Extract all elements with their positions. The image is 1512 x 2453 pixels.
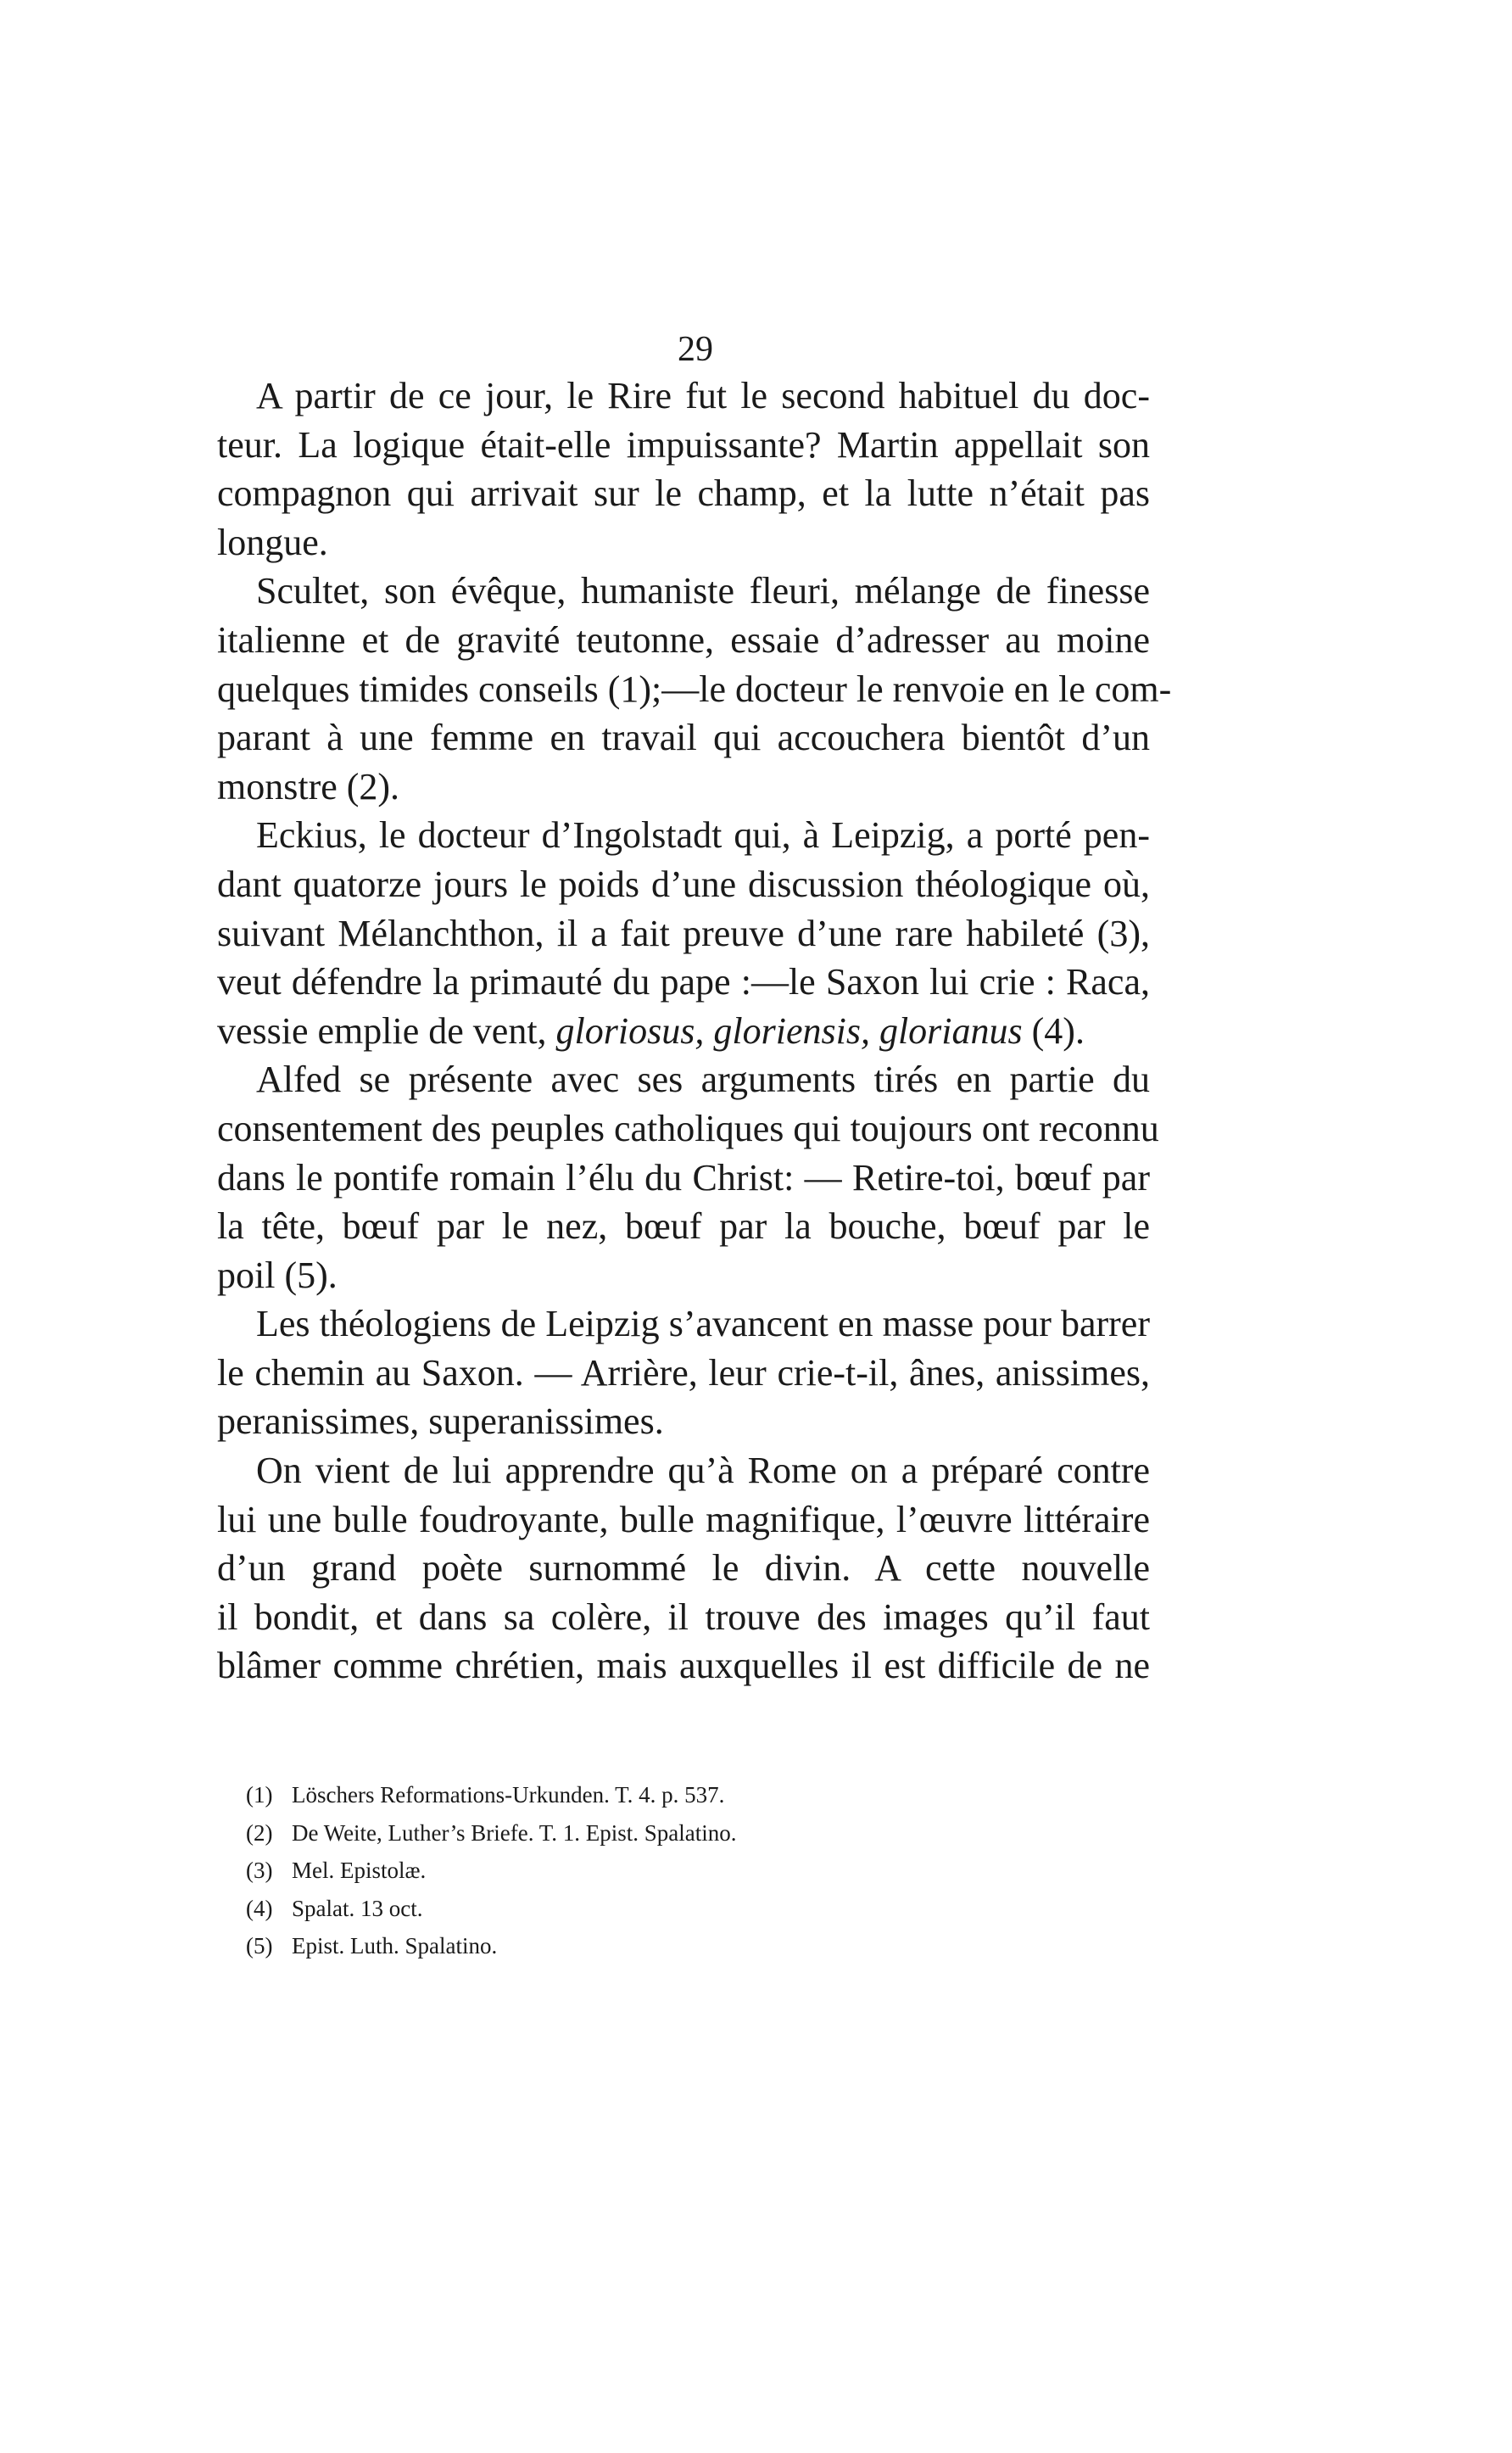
text-line-content: dant quatorze jours le poids d’une discussion théologique où, [217, 863, 1150, 905]
footnote-marker: (1) [246, 1782, 273, 1808]
text-line-content: Les théologiens de Leipzig s’avancent en masse pour barrer [256, 1303, 1150, 1345]
text-line [217, 1349, 1150, 1398]
page-number: 29 [678, 330, 713, 369]
text-line-content: veut défendre la primauté du pape :—le Saxon lui crie : Raca, [217, 961, 1150, 1003]
text-line-content: lui une bulle foudroyante, bulle magnifique, l’œuvre littéraire [217, 1498, 1150, 1540]
text-line-content: On vient de lui apprendre qu’à Rome on a préparé contre [256, 1450, 1150, 1492]
text-line [217, 421, 1150, 470]
text-line [217, 1007, 1150, 1056]
text-line [217, 860, 1150, 909]
text-line [217, 1397, 1150, 1446]
text-line [217, 567, 1150, 616]
footnote [246, 1776, 1009, 1814]
text-line [217, 1544, 1150, 1593]
text-line-content: consentement des peuples catholiques qui toujours ont reconnu [217, 1107, 1159, 1149]
text-line [217, 1446, 1150, 1495]
footnote [246, 1852, 1009, 1890]
footnote-text: Spalat. 13 oct. [292, 1895, 423, 1921]
text-line-content: suivant Mélanchthon, il a fait preuve d’une rare habileté (3), [217, 912, 1150, 954]
text-line-content: teur. La logique était-elle impuissante? Martin appellait son [217, 423, 1150, 466]
text-line-content: d’un grand poète surnommé le divin. A cette nouvelle [217, 1547, 1150, 1590]
text-line-content: Alfed se présente avec ses arguments tirés en partie du [256, 1059, 1150, 1101]
text-line-content: il bondit, et dans sa colère, il trouve des images qu’il faut [217, 1595, 1150, 1638]
footnote-text: Epist. Luth. Spalatino. [292, 1933, 498, 1958]
text-line [217, 1104, 1159, 1154]
text-line-content: le chemin au Saxon. — Arrière, leur crie-t-il, ânes, anissimes, [217, 1351, 1150, 1394]
text-line [217, 909, 1150, 958]
footnote-text: Löschers Reformations-Urkunden. T. 4. p. 537. [292, 1782, 725, 1808]
text-line [217, 811, 1150, 860]
footnote-marker: (2) [246, 1819, 273, 1846]
footnote [246, 1814, 1009, 1852]
text-line-content: vessie emplie de vent, [217, 1009, 556, 1052]
italic-text: gloriosus, gloriensis, glorianus [555, 1009, 1023, 1052]
text-line [217, 1593, 1150, 1642]
text-line-content: Eckius, le docteur d’Ingolstadt qui, à Leipzig, a porté pen- [256, 814, 1150, 857]
footnote-marker: (3) [246, 1858, 273, 1883]
text-line [217, 1202, 1150, 1251]
text-line-content: A partir de ce jour, le Rire fut le second habituel du doc- [256, 375, 1150, 416]
text-line [217, 372, 1150, 421]
text-line [217, 958, 1150, 1007]
text-line [217, 713, 1150, 763]
text-line-content: longue. [217, 521, 328, 563]
text-line [217, 616, 1150, 665]
text-line-content: compagnon qui arrivait sur le champ, et la lutte n’était pas [217, 472, 1150, 515]
text-line [217, 1299, 1150, 1349]
text-line-content: la tête, bœuf par le nez, bœuf par la bouche, bœuf par le [217, 1205, 1150, 1248]
footnote-reference: (4). [1022, 1009, 1085, 1052]
text-line [217, 665, 1172, 714]
footnote [246, 1927, 1009, 1965]
text-line-content: dans le pontife romain l’élu du Christ: — Retire-toi, bœuf par [217, 1156, 1150, 1199]
text-line [217, 1641, 1150, 1690]
footnote [246, 1890, 1009, 1928]
text-line [217, 518, 1150, 567]
text-line-content: Scultet, son évêque, humaniste fleuri, mélange de finesse [256, 570, 1150, 612]
footnote-text: De Weite, Luther’s Briefe. T. 1. Epist. Spalatino. [292, 1819, 737, 1846]
text-line-content: poil (5). [217, 1254, 338, 1296]
footnote-marker: (4) [246, 1895, 273, 1921]
text-line [217, 1154, 1150, 1203]
text-line-content: monstre (2). [217, 765, 400, 807]
footnotes [246, 1776, 1009, 1965]
text-line [217, 763, 1150, 812]
text-line [217, 469, 1150, 518]
text-line [217, 1251, 1150, 1300]
text-line-content: peranissimes, superanissimes. [217, 1400, 664, 1443]
text-line-content: quelques timides conseils (1);—le docteur le renvoie en le com- [217, 668, 1172, 710]
footnote-marker: (5) [246, 1933, 273, 1958]
text-line [217, 1495, 1150, 1545]
body-text [217, 372, 1172, 1690]
text-line [217, 1055, 1150, 1104]
text-line-content: parant à une femme en travail qui accouchera bientôt d’un [217, 717, 1150, 759]
text-line-content: italienne et de gravité teutonne, essaie d’adresser au moine [217, 618, 1150, 661]
text-line-content: blâmer comme chrétien, mais auxquelles il est difficile de ne [217, 1645, 1150, 1687]
footnote-text: Mel. Epistolæ. [292, 1858, 427, 1883]
